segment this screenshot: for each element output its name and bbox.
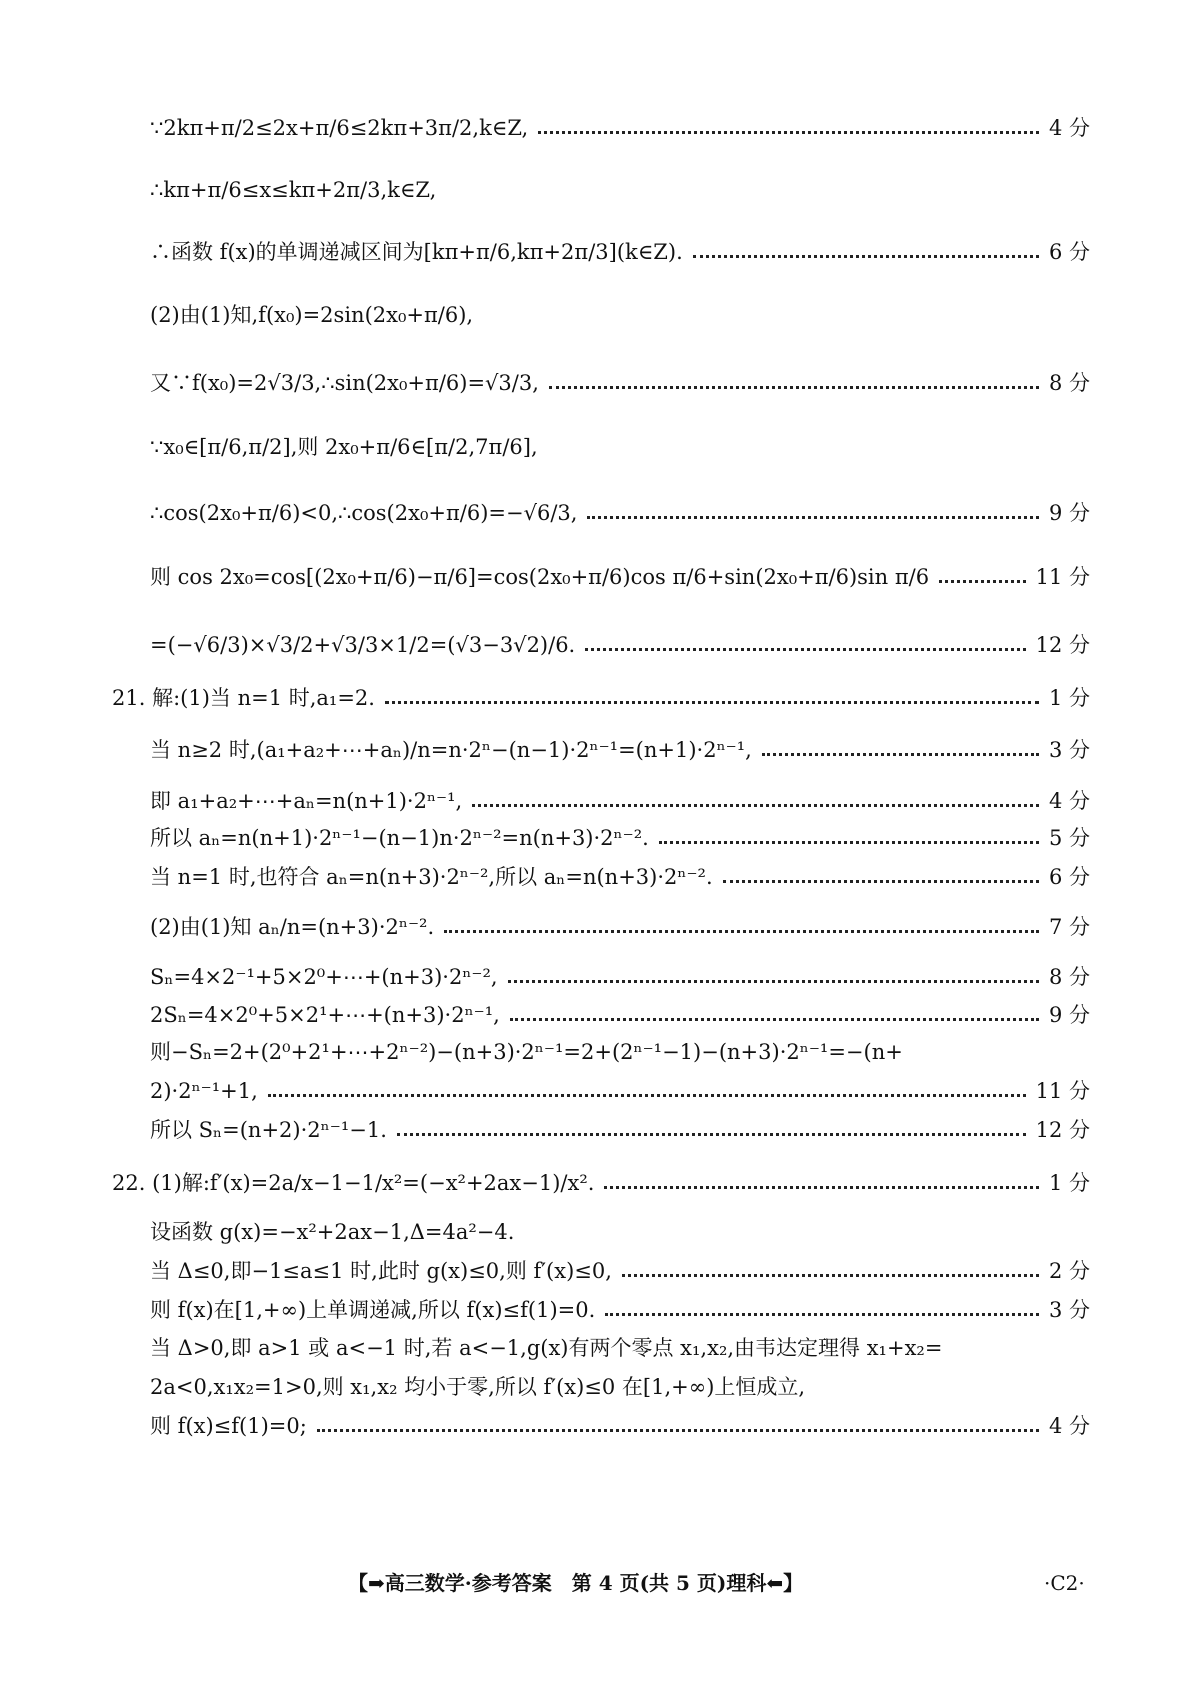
dot-leader	[268, 1094, 1026, 1097]
score-label: 2 分	[1048, 1259, 1090, 1283]
answer-line	[150, 300, 1090, 330]
line-text: =(−√6/3)×√3/2+√3/3×1/2=(√3−3√2)/6.	[150, 633, 576, 657]
answer-line	[150, 962, 1090, 992]
line-text: ∵2kπ+π/2≤2x+π/6≤2kπ+3π/2,k∈Z,	[150, 116, 529, 140]
line-text: (2)由(1)知 aₙ/n=(n+3)·2ⁿ⁻².	[150, 915, 435, 939]
line-text: Sₙ=4×2⁻¹+5×2⁰+⋯+(n+3)·2ⁿ⁻²,	[150, 965, 498, 989]
score-label: 3 分	[1048, 738, 1090, 762]
answer-line	[150, 1295, 1090, 1325]
answer-line	[150, 113, 1090, 143]
dot-leader	[444, 930, 1039, 933]
line-text: 当 n=1 时,也符合 aₙ=n(n+3)·2ⁿ⁻²,所以 aₙ=n(n+3)·2ⁿ⁻².	[150, 865, 713, 889]
answer-line	[150, 237, 1090, 267]
dot-leader	[605, 1313, 1039, 1316]
line-text: 当 Δ>0,即 a>1 或 a<−1 时,若 a<−1,g(x)有两个零点 x₁,x₂,由韦达定理得 x₁+x₂=	[150, 1336, 943, 1360]
answer-line	[150, 1037, 1090, 1067]
dot-leader	[397, 1133, 1026, 1136]
line-text: 则 f(x)在[1,+∞)上单调递减,所以 f(x)≤f(1)=0.	[150, 1298, 596, 1322]
line-text: 又∵f(x₀)=2√3/3,∴sin(2x₀+π/6)=√3/3,	[150, 371, 539, 395]
line-text: ∵x₀∈[π/6,π/2],则 2x₀+π/6∈[π/2,7π/6],	[150, 435, 538, 459]
score-label: 4 分	[1048, 116, 1090, 140]
line-text: 21. 解:(1)当 n=1 时,a₁=2.	[112, 686, 375, 710]
score-label: 9 分	[1048, 501, 1090, 525]
answer-line	[150, 498, 1090, 528]
answer-line	[150, 562, 1090, 592]
answer-line	[150, 1076, 1090, 1106]
score-label: 12 分	[1035, 633, 1090, 657]
answer-line	[150, 630, 1090, 660]
score-label: 6 分	[1048, 240, 1090, 264]
score-label: 8 分	[1048, 371, 1090, 395]
line-text: 则−Sₙ=2+(2⁰+2¹+⋯+2ⁿ⁻²)−(n+3)·2ⁿ⁻¹=2+(2ⁿ⁻¹−1)−(n+3)·2ⁿ⁻¹=−(n+	[150, 1040, 903, 1064]
score-label: 3 分	[1048, 1298, 1090, 1322]
dot-leader	[385, 701, 1039, 704]
answer-line	[150, 1372, 1090, 1402]
left-arrow-icon: ⬅】	[766, 1571, 804, 1595]
dot-leader	[472, 804, 1039, 807]
score-label: 4 分	[1048, 1414, 1090, 1438]
line-text: 则 cos 2x₀=cos[(2x₀+π/6)−π/6]=cos(2x₀+π/6)cos π/6+sin(2x₀+π/6)sin π/6	[150, 565, 930, 589]
answer-line	[150, 1411, 1090, 1441]
score-label: 11 分	[1035, 1079, 1090, 1103]
line-text: 所以 Sₙ=(n+2)·2ⁿ⁻¹−1.	[150, 1118, 387, 1142]
answer-line	[150, 862, 1090, 892]
dot-leader	[549, 386, 1039, 389]
score-label: 12 分	[1035, 1118, 1090, 1142]
answer-line	[150, 823, 1090, 853]
right-arrow-icon: 【➡	[348, 1571, 385, 1595]
dot-leader	[622, 1274, 1039, 1277]
answer-line	[150, 912, 1090, 942]
answer-line	[150, 1115, 1090, 1145]
page-code: ·C2·	[1044, 1571, 1085, 1595]
dot-leader	[723, 880, 1039, 883]
answer-line	[150, 1333, 1090, 1363]
dot-leader	[510, 1018, 1039, 1021]
dot-leader	[587, 516, 1039, 519]
line-text: 所以 aₙ=n(n+1)·2ⁿ⁻¹−(n−1)n·2ⁿ⁻²=n(n+3)·2ⁿ⁻².	[150, 826, 649, 850]
answer-line	[112, 1168, 1090, 1198]
score-label: 11 分	[1035, 565, 1090, 589]
line-text: 当 n≥2 时,(a₁+a₂+⋯+aₙ)/n=n·2ⁿ−(n−1)·2ⁿ⁻¹=(n+1)·2ⁿ⁻¹,	[150, 738, 752, 762]
score-label: 1 分	[1048, 1171, 1090, 1195]
answer-line	[150, 1000, 1090, 1030]
score-label: 6 分	[1048, 865, 1090, 889]
dot-leader	[693, 255, 1039, 258]
score-label: 7 分	[1048, 915, 1090, 939]
score-label: 8 分	[1048, 965, 1090, 989]
dot-leader	[659, 841, 1039, 844]
score-label: 1 分	[1048, 686, 1090, 710]
line-text: 2)·2ⁿ⁻¹+1,	[150, 1079, 258, 1103]
dot-leader	[538, 131, 1039, 134]
dot-leader	[508, 980, 1039, 983]
line-text: 当 Δ≤0,即−1≤a≤1 时,此时 g(x)≤0,则 f′(x)≤0,	[150, 1259, 612, 1283]
line-text: 2a<0,x₁x₂=1>0,则 x₁,x₂ 均小于零,所以 f′(x)≤0 在[1,+∞)上恒成立,	[150, 1375, 806, 1399]
score-label: 5 分	[1048, 826, 1090, 850]
footer-title-group	[348, 1568, 803, 1598]
line-text: ∴kπ+π/6≤x≤kπ+2π/3,k∈Z,	[150, 178, 437, 202]
line-text: 2Sₙ=4×2⁰+5×2¹+⋯+(n+3)·2ⁿ⁻¹,	[150, 1003, 500, 1027]
dot-leader	[585, 648, 1025, 651]
line-text: 即 a₁+a₂+⋯+aₙ=n(n+1)·2ⁿ⁻¹,	[150, 789, 463, 813]
line-text: 则 f(x)≤f(1)=0;	[150, 1414, 307, 1438]
answer-line	[150, 175, 1090, 205]
answer-line	[150, 432, 1090, 462]
answer-line	[150, 368, 1090, 398]
line-text: 设函数 g(x)=−x²+2ax−1,Δ=4a²−4.	[150, 1220, 515, 1244]
dot-leader	[317, 1429, 1039, 1432]
score-label: 9 分	[1048, 1003, 1090, 1027]
line-text: ∴函数 f(x)的单调递减区间为[kπ+π/6,kπ+2π/3](k∈Z).	[150, 240, 683, 264]
answer-line	[112, 683, 1090, 713]
answer-line	[150, 1256, 1090, 1286]
dot-leader	[939, 580, 1026, 583]
line-text: 22. (1)解:f′(x)=2a/x−1−1/x²=(−x²+2ax−1)/x².	[112, 1171, 595, 1195]
answer-line	[150, 735, 1090, 765]
page-footer	[0, 1568, 1200, 1598]
dot-leader	[762, 753, 1039, 756]
line-text: ∴cos(2x₀+π/6)<0,∴cos(2x₀+π/6)=−√6/3,	[150, 501, 578, 525]
footer-title: 高三数学·参考答案 第 4 页(共 5 页)理科	[384, 1571, 767, 1595]
score-label: 4 分	[1048, 789, 1090, 813]
dot-leader	[604, 1186, 1039, 1189]
answer-line	[150, 786, 1090, 816]
answer-line	[150, 1217, 1090, 1247]
line-text: (2)由(1)知,f(x₀)=2sin(2x₀+π/6),	[150, 303, 474, 327]
